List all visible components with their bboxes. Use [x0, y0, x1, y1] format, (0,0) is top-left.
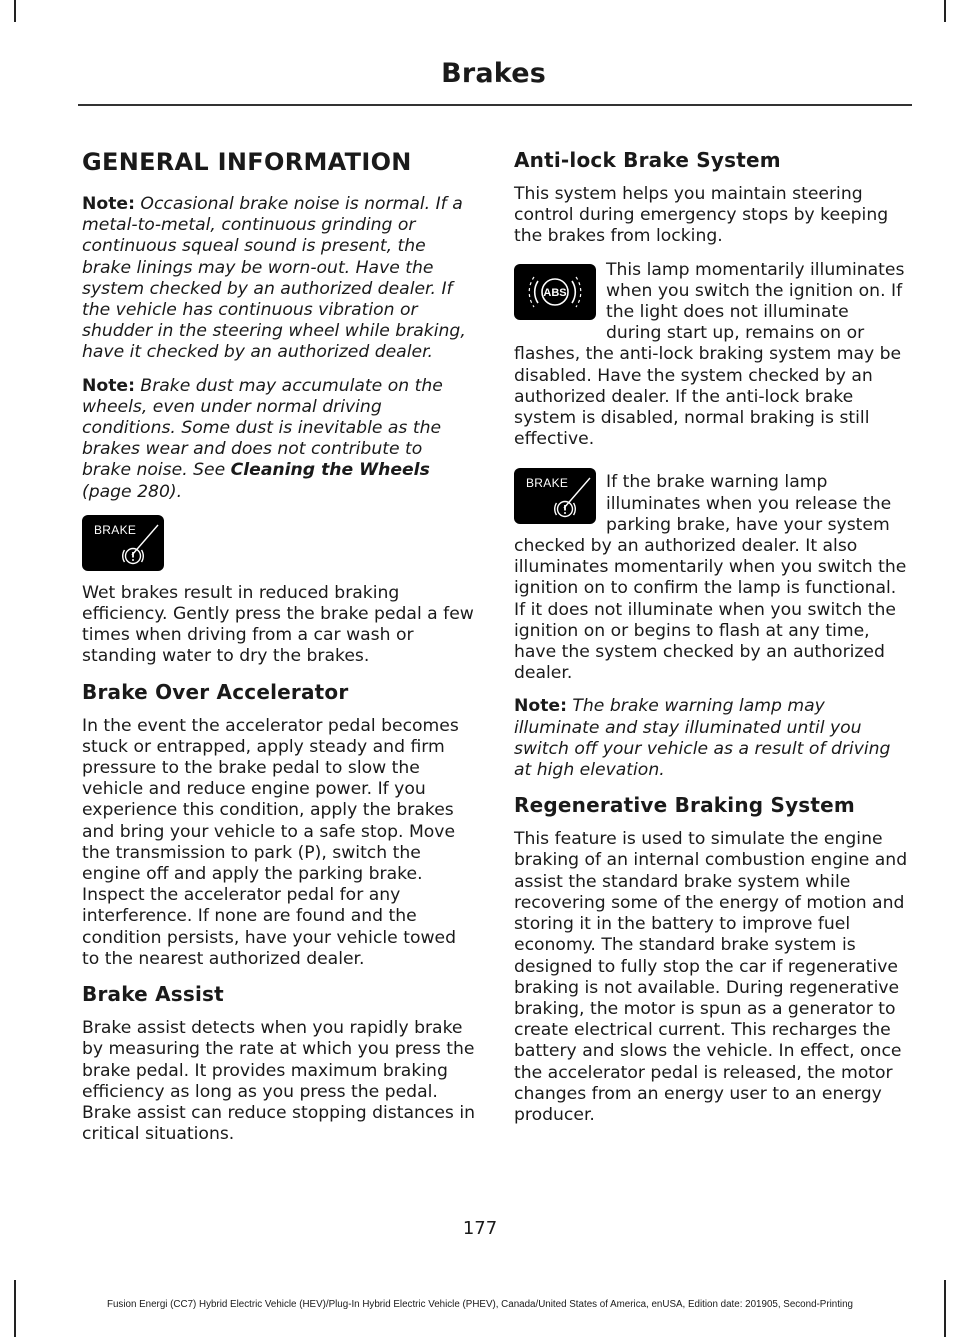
note-label: Note: [82, 375, 135, 396]
brake-assist-paragraph: Brake assist detects when you rapidly brake by measuring the rate at which you press the brake pedal. It provides maximum braking efficiency as long as you press the pedal. Brake assist can reduce stopping distances in critical situations. [82, 1018, 476, 1145]
wet-brakes-paragraph: Wet brakes result in reduced braking efficiency. Gently press the brake pedal a few times when driving from a car wash or standing water to dry the brakes. [82, 582, 474, 667]
note-high-elevation [514, 696, 908, 781]
left-column [82, 138, 476, 1157]
abs-lamp-label: ABS [543, 286, 567, 299]
crop-mark-top-left-v [14, 0, 16, 22]
note-text: Brake dust may accumulate on the wheels, even under normal driving conditions. Some dust is inevitable as the brakes wear and does not contribute to brake noise. See [82, 375, 443, 481]
edition-footer: Fusion Energi (CC7) Hybrid Electric Vehicle (HEV)/Plug-In Hybrid Electric Vehicle (PHEV), Canada/United States of America, enUSA, Edition date: 201905, Second-Printing [107, 1299, 853, 1310]
heading-brake-assist: Brake Assist [82, 982, 224, 1007]
abs-warning-lamp-icon [514, 264, 596, 320]
brake-over-accelerator-paragraph: In the event the accelerator pedal becomes stuck or entrapped, apply steady and firm pressure to the brake pedal to slow the vehicle and reduce engine power. If you experience this condition, apply the brakes and bring your vehicle to a safe stop. Move the transmission to park (P), switch the engine off and apply the parking brake. Inspect the accelerator pedal for any interference. If none are found and the condition persists, have your vehicle towed to the nearest authorized dealer. [82, 715, 459, 969]
heading-general-information: GENERAL INFORMATION [82, 148, 412, 176]
page-number: 177 [462, 1218, 498, 1239]
brake-warning-lamp-paragraph: If the brake warning lamp illuminates when you release the parking brake, have your system checked by an authorized dealer. It also illuminates momentarily when you switch the ignition on to confirm the lamp is functional. If it does not illuminate when you switch the ignition on or begins to flash at any time, have the system checked by an authorized dealer. [514, 472, 907, 684]
heading-regenerative-braking: Regenerative Braking System [514, 793, 855, 818]
note-brake-dust [82, 376, 476, 503]
abs-lamp-paragraph: This lamp momentarily illuminates when you switch the ignition on. If the light does not illuminate during start up, remains on or flashes, the anti-lock braking system may be disabled. Have the system checked by an authorized dealer. If the anti-lock brake system is disabled, normal braking is still effective. [514, 259, 905, 450]
regenerative-braking-paragraph: This feature is used to simulate the engine braking of an internal combustion engine and assist the standard brake system while recovering some of the energy of motion and storing it in the battery to improve fuel economy. The standard brake system is designed to fully stop the car if regenerative braking is not available. During regenerative braking, the motor is spun as a generator to create electrical current. This recharges the battery and slows the vehicle. In effect, once the accelerator pedal is released, the motor changes from an energy user to an energy producer. [514, 829, 908, 1125]
note-brake-noise [82, 194, 476, 364]
header-rule [78, 104, 912, 106]
note-text: Occasional brake noise is normal. If a metal-to-metal, continuous grinding or continuous squeal sound is present, the brake linings may be worn-out. Have the system checked by an authorized dealer. If the vehicle has continuous vibration or shudder in the steering wheel while braking, have it checked by an authorized dealer. [82, 194, 466, 363]
note-text: The brake warning lamp may illuminate and stay illuminated until you switch off your vehicle as a result of driving at high elevation. [514, 696, 891, 781]
note-label: Note: [514, 696, 567, 717]
brake-warning-lamp-icon [514, 468, 596, 524]
note-label: Note: [82, 194, 135, 214]
right-column [514, 138, 908, 1138]
crop-mark-top-right-v [944, 0, 946, 22]
heading-anti-lock-brake-system: Anti-lock Brake System [514, 148, 781, 172]
lamp-label: BRAKE [94, 522, 137, 537]
lamp-label: BRAKE [526, 476, 569, 491]
heading-brake-over-accelerator: Brake Over Accelerator [82, 679, 349, 704]
page-reference: (page 280). [82, 481, 183, 502]
abs-intro-paragraph: This system helps you maintain steering control during emergency stops by keeping the brakes from locking. [514, 184, 889, 247]
brake-warning-lamp-icon [82, 515, 164, 571]
page-title: Brakes [441, 58, 546, 89]
cross-reference-link[interactable]: Cleaning the Wheels [230, 460, 430, 481]
